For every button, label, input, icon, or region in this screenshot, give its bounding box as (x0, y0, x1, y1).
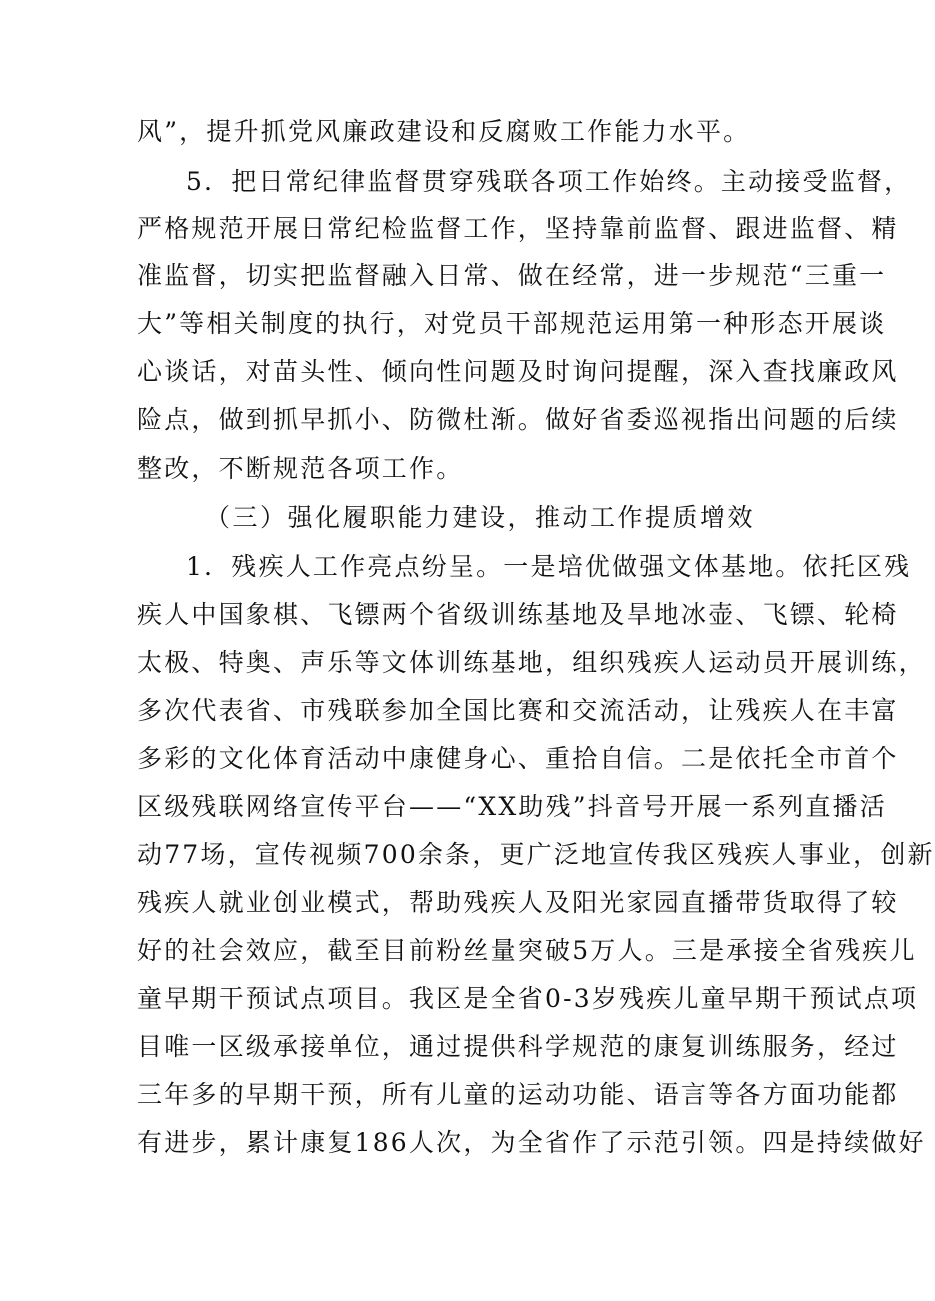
text-line: 5．把日常纪律监督贯穿残联各项工作始终。主动接受监督， (186, 167, 912, 196)
text-line: 准监督，切实把监督融入日常、做在经常，进一步规范“三重一 (137, 261, 887, 290)
text-line: 多彩的文化体育活动中康健身心、重拾自信。二是依托全市首个 (137, 744, 899, 773)
text-line: 整改，不断规范各项工作。 (137, 454, 464, 483)
text-line: 区级残联网络宣传平台——“XX助残”抖音号开展一系列直播活 (137, 792, 887, 821)
text-line: 三年多的早期干预，所有儿童的运动功能、语言等各方面功能都 (137, 1080, 899, 1109)
text-line: 多次代表省、市残联参加全国比赛和交流活动，让残疾人在丰富 (137, 696, 899, 725)
text-line: 动77场，宣传视频700余条，更广泛地宣传我区残疾人事业，创新 (137, 840, 935, 869)
text-line: 1．残疾人工作亮点纷呈。一是培优做强文体基地。依托区残 (186, 552, 912, 581)
text-line: 严格规范开展日常纪检监督工作，坚持靠前监督、跟进监督、精 (137, 214, 899, 243)
text-line: 险点，做到抓早抓小、防微杜渐。做好省委巡视指出问题的后续 (137, 405, 899, 434)
text-line: 太极、特奥、声乐等文体训练基地，组织残疾人运动员开展训练， (137, 648, 926, 677)
section-heading: （三）强化履职能力建设，推动工作提质增效 (205, 503, 756, 532)
text-line: 残疾人就业创业模式，帮助残疾人及阳光家园直播带货取得了较 (137, 888, 899, 917)
text-line: 有进步，累计康复186人次，为全省作了示范引领。四是持续做好 (137, 1128, 926, 1157)
text-line: 疾人中国象棋、飞镖两个省级训练基地及旱地冰壶、飞镖、轮椅 (137, 600, 899, 629)
text-line: 童早期干预试点项目。我区是全省0-3岁残疾儿童早期干预试点项 (137, 984, 919, 1013)
text-line: 好的社会效应，截至目前粉丝量突破5万人。三是承接全省残疾儿 (137, 936, 917, 965)
text-line: 风”，提升抓党风廉政建设和反腐败工作能力水平。 (137, 117, 751, 146)
text-line: 大”等相关制度的执行，对党员干部规范运用第一种形态开展谈 (137, 309, 887, 338)
text-line: 心谈话，对苗头性、倾向性问题及时询问提醒，深入查找廉政风 (137, 357, 899, 386)
text-line: 目唯一区级承接单位，通过提供科学规范的康复训练服务，经过 (137, 1032, 899, 1061)
